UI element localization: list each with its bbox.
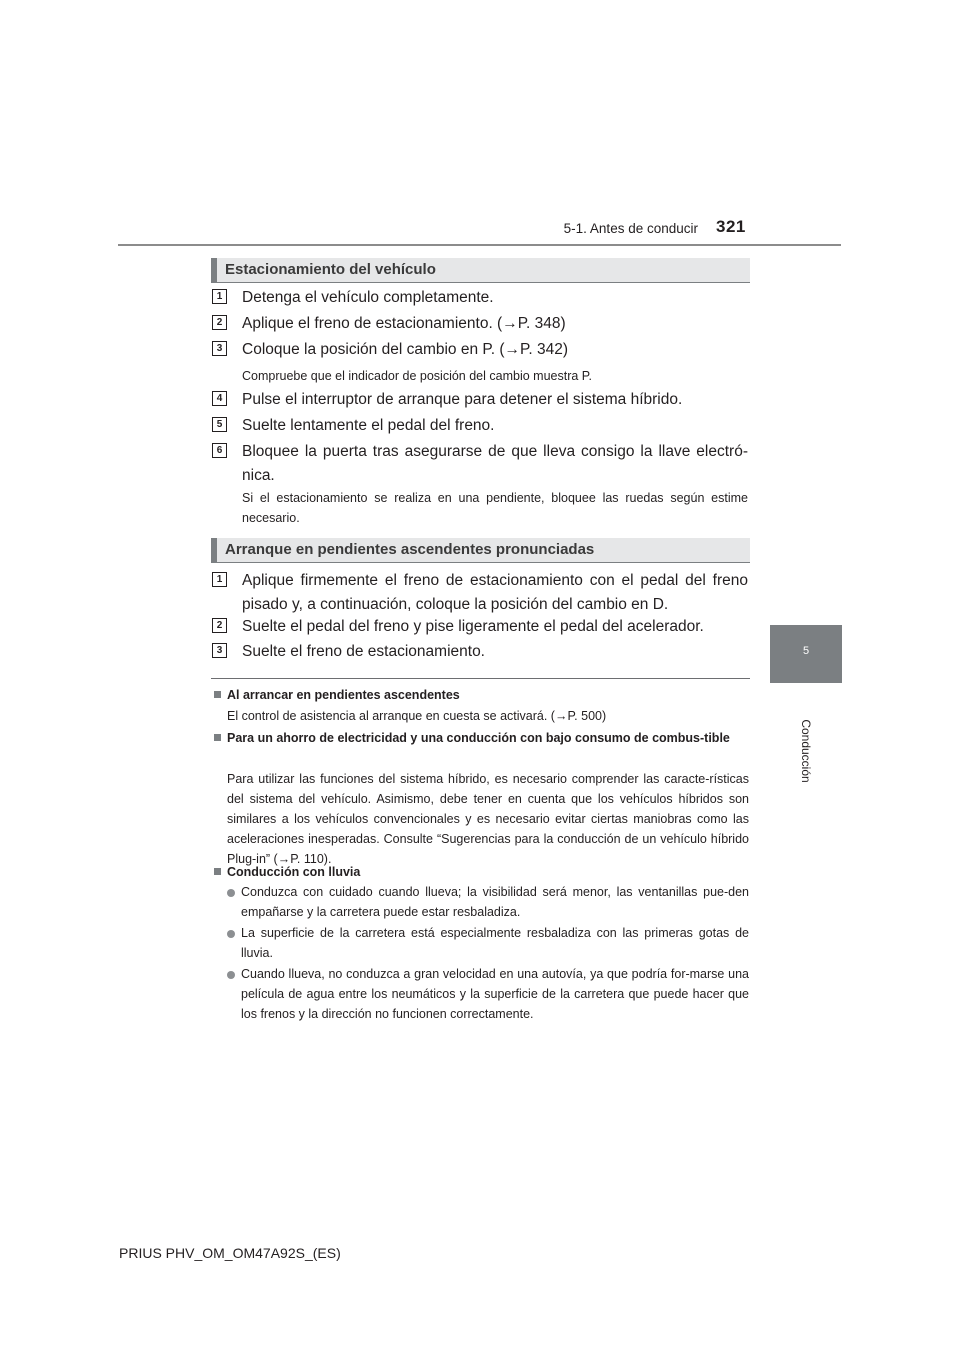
step-text: Suelte el pedal del freno y pise ligeramente el pedal del acelerador. [242,618,704,635]
step-number: 4 [212,391,227,406]
step-number: 2 [212,315,227,330]
section-heading-uphill-start [211,538,750,563]
bullet-text: Conduzca con cuidado cuando llueva; la visibilidad será menor, las ventanillas pue-den empañarse y la carretera puede estar resbaladiza. [241,885,749,919]
note-heading: Al arrancar en pendientes ascendentes [227,688,460,702]
notes-divider [211,678,750,679]
step-note: Compruebe que el indicador de posición del cambio muestra P. [242,369,592,383]
document-code: PRIUS PHV_OM_OM47A92S_(ES) [119,1245,341,1261]
square-bullet-icon [214,734,221,741]
step-text: Pulse el interruptor de arranque para detener el sistema híbrido. [242,391,683,408]
step-text: Aplique el freno de estacionamiento. (→P. 348) [242,315,566,332]
step-text: Aplique firmemente el freno de estacionamiento con el pedal del freno pisado y, a continuación, coloque la posición del cambio en D. [242,572,748,613]
note-heading: Conducción con lluvia [227,865,361,879]
step-note: Si el estacionamiento se realiza en una pendiente, bloquee las ruedas según estime necesario. [242,491,748,525]
heading-accent [211,258,217,282]
note-text: El control de asistencia al arranque en cuesta se activará. (→P. 500) [227,709,607,723]
note-text: Para utilizar las funciones del sistema híbrido, es necesario comprender las caracte-rísticas del sistema del vehículo. Asimismo, debe tener en cuenta que los vehículos híbridos son similares a los vehículos convencionales y es necesario evitar ciertas maniobras como las aceleraciones inesperadas. Consulte “Sugerencias para la conducción de un vehículo híbrido Plug-in” (→P. 110). [227,772,749,866]
chapter-label: Conducción [799,719,813,783]
section-heading-text: Estacionamiento del vehículo [225,261,436,278]
heading-accent [211,538,217,562]
step-number: 1 [212,572,227,587]
step-number: 5 [212,417,227,432]
section-heading-parking [211,258,750,283]
step-text: Bloquee la puerta tras asegurarse de que lleva consigo la llave electró-nica. [242,443,748,484]
step-number: 3 [212,341,227,356]
round-bullet-icon [227,930,235,938]
round-bullet-icon [227,971,235,979]
step-number: 3 [212,643,227,658]
page-number: 321 [716,217,746,236]
step-number: 2 [212,618,227,633]
step-text: Suelte lentamente el pedal del freno. [242,417,495,434]
section-heading-text: Arranque en pendientes ascendentes pronunciadas [225,541,595,558]
section-title: 5-1. Antes de conducir [563,221,698,236]
header-rule [118,244,841,246]
step-text: Detenga el vehículo completamente. [242,289,494,306]
bullet-text: Cuando llueva, no conduzca a gran velocidad en una autovía, ya que podría for-marse una película de agua entre los neumáticos y la superficie de la carretera que puede hacer que los frenos y la dirección no funcionen correctamente. [241,967,749,1021]
note-heading: Para un ahorro de electricidad y una conducción con bajo consumo de combus-tible [227,731,730,745]
chapter-number: 5 [802,645,810,657]
step-text: Coloque la posición del cambio en P. (→P. 342) [242,341,568,358]
square-bullet-icon [214,691,221,698]
square-bullet-icon [214,868,221,875]
step-text: Suelte el freno de estacionamiento. [242,643,485,660]
round-bullet-icon [227,889,235,897]
step-number: 6 [212,443,227,458]
step-number: 1 [212,289,227,304]
bullet-text: La superficie de la carretera está especialmente resbaladiza con las primeras gotas de lluvia. [241,926,749,960]
